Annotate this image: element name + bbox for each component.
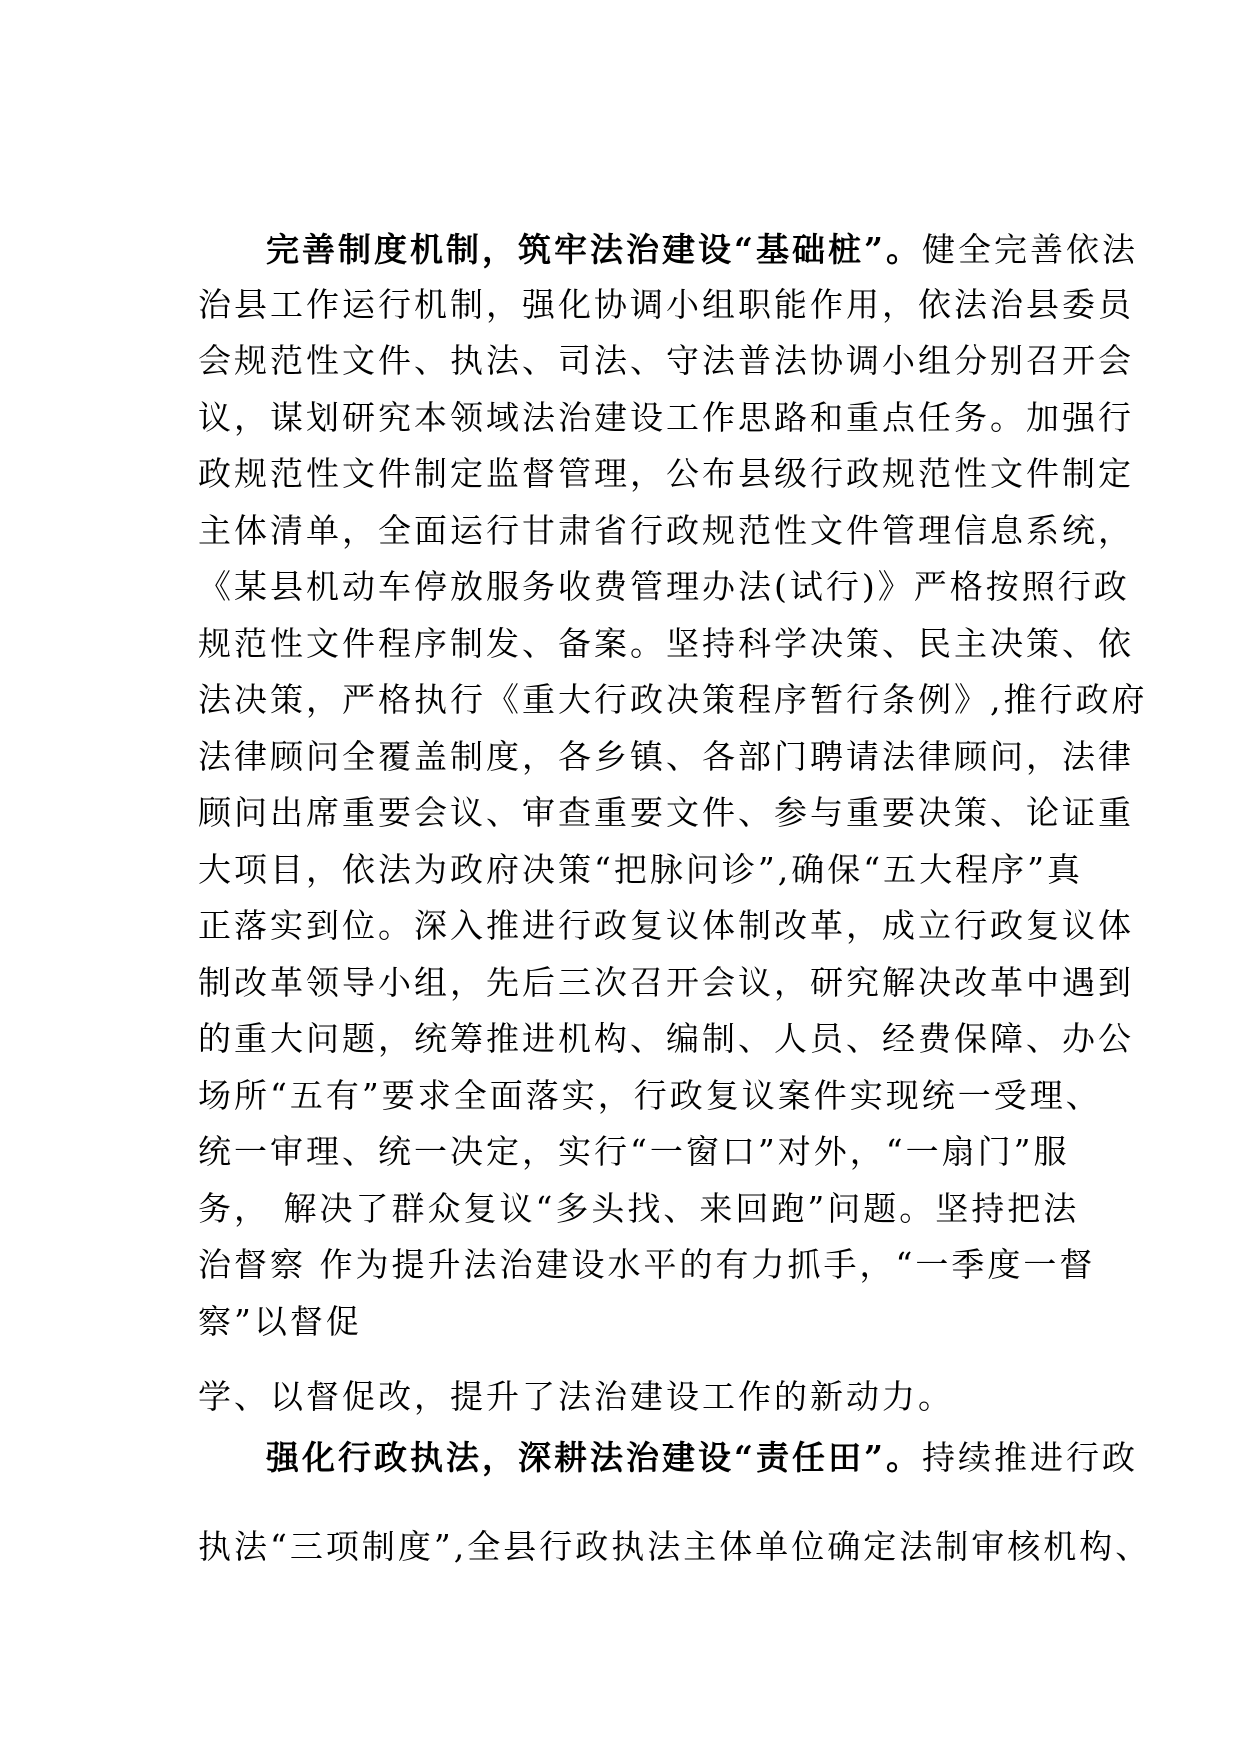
body-text: 正落实到位。深入推进行政复议体制改革，成立行政复议体	[198, 906, 1134, 945]
paragraph-line	[198, 339, 1134, 383]
body-text: 统一审理、统一决定，实行“一窗口”对外，“一扇门”服	[198, 1132, 1070, 1171]
body-text: 《某县机动车停放服务收费管理办法(试行)》严格按照行政	[198, 567, 1130, 606]
body-text: 法决策，严格执行《重大行政决策程序暂行条例》,推行政府	[198, 680, 1148, 719]
paragraph-line	[266, 1436, 1138, 1480]
paragraph-line	[198, 1187, 1079, 1231]
paragraph-line	[198, 735, 1134, 779]
body-text: 顾问出席重要会议、审查重要文件、参与重要决策、论证重	[198, 793, 1134, 832]
paragraph-line	[198, 961, 1134, 1005]
body-text: 规范性文件程序制发、备案。坚持科学决策、民主决策、依	[198, 624, 1134, 663]
paragraph-line	[266, 228, 1138, 272]
body-text: 的重大问题，统筹推进机构、编制、人员、经费保障、办公	[198, 1019, 1134, 1058]
body-text: 大项目，依法为政府决策“把脉问诊”,确保“五大程序”真	[198, 850, 1083, 889]
body-text: 议，谋划研究本领域法治建设工作思路和重点任务。加强行	[198, 398, 1134, 437]
paragraph-line	[198, 678, 1148, 722]
body-text: 健全完善依法	[921, 230, 1138, 269]
paragraph-line	[198, 791, 1134, 835]
paragraph-line	[198, 509, 1134, 553]
body-text: 法律顾问全覆盖制度，各乡镇、各部门聘请法律顾问，法律	[198, 737, 1134, 776]
paragraph-line	[198, 1243, 1095, 1287]
paragraph-line	[198, 622, 1134, 666]
body-text: 主体清单，全面运行甘肃省行政规范性文件管理信息系统，	[198, 511, 1134, 550]
paragraph-line	[198, 1375, 954, 1419]
paragraph-line	[198, 283, 1134, 327]
paragraph-line	[198, 1525, 1151, 1569]
paragraph-line	[198, 1300, 362, 1344]
body-text: 学、以督促改，提升了法治建设工作的新动力。	[198, 1377, 954, 1416]
body-text: 治县工作运行机制，强化协调小组职能作用，依法治县委员	[198, 285, 1134, 324]
body-text: 持续推进行政	[921, 1438, 1138, 1477]
body-text: 治督察 作为提升法治建设水平的有力抓手，“一季度一督	[198, 1245, 1096, 1284]
paragraph-line	[198, 848, 1083, 892]
paragraph-line	[198, 565, 1130, 609]
paragraph-line	[198, 1074, 1102, 1118]
body-text: 务， 解决了群众复议“多头找、来回跑”问题。坚持把法	[198, 1189, 1080, 1228]
body-text: 制改革领导小组，先后三次召开会议，研究解决改革中遇到	[198, 963, 1134, 1002]
paragraph-line	[198, 1130, 1069, 1174]
body-text: 察”以督促	[198, 1302, 362, 1341]
section-heading: 完善制度机制，筑牢法治建设“基础桩”。	[266, 230, 922, 269]
paragraph-line	[198, 1017, 1134, 1061]
body-text: 执法“三项制度”,全县行政执法主体单位确定法制审核机构、	[198, 1527, 1152, 1566]
body-text: 场所“五有”要求全面落实，行政复议案件实现统一受理、	[198, 1076, 1102, 1115]
paragraph-line	[198, 452, 1134, 496]
body-text: 会规范性文件、执法、司法、守法普法协调小组分别召开会	[198, 341, 1134, 380]
paragraph-line	[198, 904, 1134, 948]
paragraph-line	[198, 396, 1134, 440]
body-text: 政规范性文件制定监督管理，公布县级行政规范性文件制定	[198, 454, 1134, 493]
section-heading: 强化行政执法，深耕法治建设“责任田”。	[266, 1438, 922, 1477]
